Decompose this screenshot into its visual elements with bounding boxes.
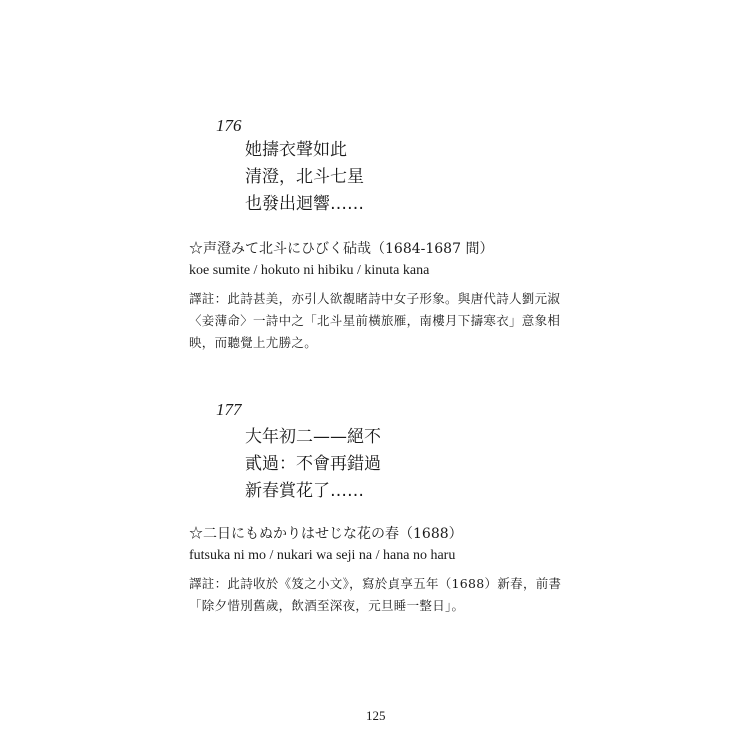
note-line: 譯註：此詩甚美，亦引人欲覩睹詩中女子形象。與唐代詩人劉元淑 [189, 291, 561, 306]
original-haiku: ☆声澄みて北斗にひびく砧哉（1684-1687 間） [189, 241, 494, 257]
note-line: 「除夕惜別舊歲，飲酒至深夜，元旦睡一整日」。 [189, 598, 465, 613]
poem-line: 大年初二——絕不 [245, 427, 381, 447]
poem-translation [245, 424, 381, 505]
note-line: 映，而聽覺上尤勝之。 [189, 335, 318, 350]
page-number: 125 [366, 708, 386, 723]
poem-line: 貳過：不會再錯過 [245, 454, 381, 474]
poem-line: 她擣衣聲如此 [245, 140, 347, 160]
romaji-reading: koe sumite / hokuto ni hibiku / kinuta kana [189, 263, 430, 278]
translator-note [189, 288, 560, 354]
translator-note [189, 573, 561, 617]
poem-line: 新春賞花了…… [245, 481, 364, 501]
poem-line: 清澄，北斗七星 [245, 167, 364, 187]
poem-number: 177 [216, 400, 242, 419]
poem-translation [245, 137, 364, 218]
note-line: 譯註：此詩收於《笈之小文》，寫於貞享五年（1688）新春，前書 [189, 576, 562, 591]
romaji-reading: futsuka ni mo / nukari wa seji na / hana no haru [189, 548, 456, 563]
original-haiku: ☆二日にもぬかりはせじな花の春（1688） [189, 526, 463, 542]
poem-line: 也發出迴響…… [245, 194, 364, 214]
note-line: 〈妾薄命〉一詩中之「北斗星前橫旅雁，南樓月下擣寒衣」意象相 [189, 313, 561, 328]
poem-number: 176 [216, 116, 242, 135]
